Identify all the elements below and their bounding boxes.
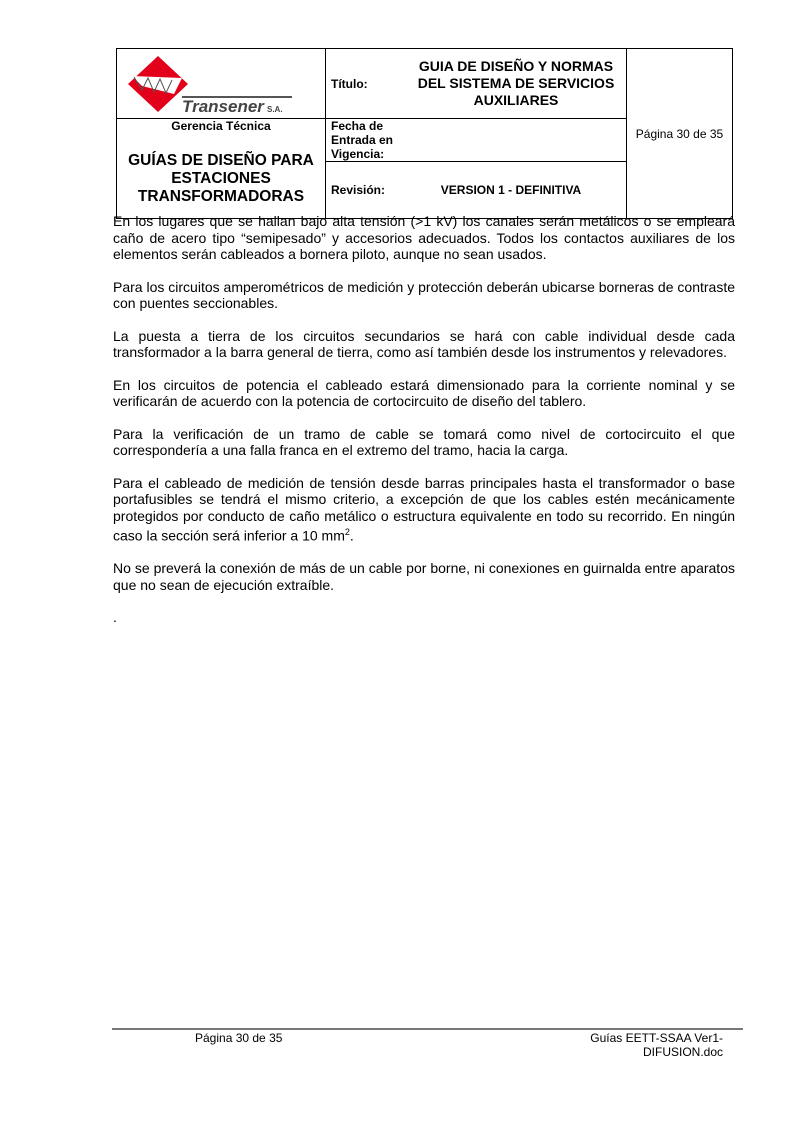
document-title: GUIA DE DISEÑO Y NORMAS DEL SISTEMA DE SERVICIOS AUXILIARES (417, 58, 615, 108)
doc-series-title: GUÍAS DE DISEÑO PARA ESTACIONES TRANSFORMADORAS (117, 139, 326, 219)
paragraph: En los lugares que se hallan bajo alta tensión (>1 kV) los canales serán metálicos o se empleará caño de acero tipo “semipesado” y accesorios adecuados. Todos los contactos auxiliares de los elementos serán cableados a bornera piloto, aunque no sean usados. (113, 213, 735, 262)
page-number-header: Página 30 de 35 (627, 49, 733, 219)
paragraph-end: . (349, 527, 354, 544)
paragraph: En los circuitos de potencia el cableado estará dimensionado para la corriente nominal y se verificarán de acuerdo con la potencia de cortocircuito de diseño del tablero. (113, 376, 735, 409)
footer-page-number: Página 30 de 35 (195, 1031, 283, 1045)
date-label: Fecha de Entrada en Vigencia: (331, 119, 394, 161)
body-text (113, 213, 735, 642)
footer-filename: Guías EETT-SSAA Ver1-DIFUSION.doc (590, 1031, 723, 1059)
date-cell (326, 119, 627, 162)
paragraph: Para la verificación de un tramo de cable se tomará como nivel de cortocircuito el que correspondería a una falla franca en el extremo del tramo, hacia la carga. (113, 425, 735, 458)
logo-cell (117, 49, 326, 119)
footer-divider (112, 1028, 743, 1030)
paragraph: . (113, 609, 117, 626)
revision-cell (326, 162, 627, 219)
paragraph: No se preverá la conexión de más de un cable por borne, ni conexiones en guirnalda entre aparatos que no sean de ejecución extraíble. (113, 560, 735, 593)
transener-logo (122, 50, 322, 118)
document-header-table (116, 48, 733, 219)
paragraph: La puesta a tierra de los circuitos secundarios se hará con cable individual desde cada transformador a la barra general de tierra, como así también desde los instrumentos y relevadores. (113, 327, 735, 360)
paragraph (113, 475, 735, 545)
revision-label: Revisión: (331, 182, 386, 197)
svg-text:Transener: Transener (182, 97, 264, 116)
paragraph-text: Para el cableado de medición de tensión desde barras principales hasta el transformador o base portafusibles se tendrá el mismo criterio, a excepción de que los cables estén mecánicamente protegidos por conducto de caño metálico o estructura equivalente en todo su recorrido. En ningún caso la sección será inferior a 10 mm (113, 474, 735, 544)
revision-value: VERSION 1 - DEFINITIVA (440, 183, 582, 197)
paragraph: Para los circuitos amperométricos de medición y protección deberán ubicarse borneras de contraste con puentes seccionables. (113, 278, 735, 311)
svg-text:S.A.: S.A. (267, 105, 283, 114)
title-label: Título: (331, 76, 368, 91)
department-label: Gerencia Técnica (117, 119, 326, 140)
superscript: 2 (344, 527, 350, 537)
title-cell (326, 49, 627, 119)
